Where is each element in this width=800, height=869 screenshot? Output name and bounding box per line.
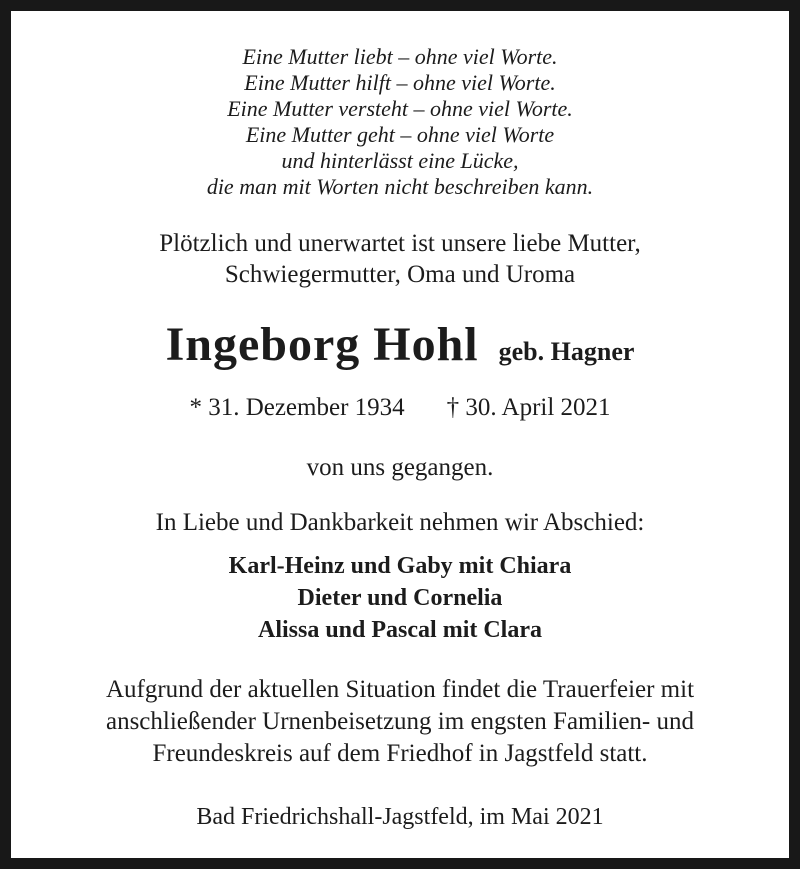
- birth-date: * 31. Dezember 1934: [189, 394, 405, 421]
- poem-line: die man mit Worten nicht beschreiben kann.: [206, 174, 594, 199]
- obituary-notice: [11, 11, 789, 858]
- poem-block: [11, 44, 789, 200]
- poem-line: und hinterlässt eine Lücke,: [281, 148, 519, 173]
- funeral-info-line: anschließender Urnenbeisetzung im engsten Familien- und: [105, 708, 695, 735]
- maiden-name: geb. Hagner: [498, 337, 635, 366]
- family-line: Karl-Heinz und Gaby mit Chiara: [228, 553, 572, 579]
- intro-block: [11, 228, 789, 290]
- family-line: Dieter und Cornelia: [297, 585, 503, 611]
- funeral-info-line: Aufgrund der aktuellen Situation findet die Trauerfeier mit: [105, 676, 695, 703]
- intro-line: Schwiegermutter, Oma und Uroma: [224, 261, 576, 288]
- intro-line: Plötzlich und unerwartet ist unsere liebe Mutter,: [159, 230, 641, 257]
- poem-line: Eine Mutter versteht – ohne viel Worte.: [227, 96, 573, 121]
- funeral-info-block: [11, 674, 789, 770]
- funeral-info-line: Freundeskreis auf dem Friedhof in Jagstfeld statt.: [152, 740, 648, 767]
- family-line: Alissa und Pascal mit Clara: [257, 617, 542, 643]
- poem-line: Eine Mutter geht – ohne viel Worte: [245, 122, 555, 147]
- death-date: † 30. April 2021: [446, 394, 611, 421]
- deceased-name-row: [11, 320, 789, 377]
- farewell-line: In Liebe und Dankbarkeit nehmen wir Abschied:: [155, 509, 645, 536]
- poem-line: Eine Mutter liebt – ohne viel Worte.: [242, 44, 558, 69]
- family-block: [11, 550, 789, 646]
- place-date-line: Bad Friedrichshall-Jagstfeld, im Mai 2021: [196, 804, 604, 830]
- poem-line: Eine Mutter hilft – ohne viel Worte.: [244, 70, 556, 95]
- deceased-name: Ingeborg Hohl: [165, 318, 479, 371]
- life-dates: [11, 393, 789, 423]
- passing-line: von uns gegangen.: [306, 454, 494, 481]
